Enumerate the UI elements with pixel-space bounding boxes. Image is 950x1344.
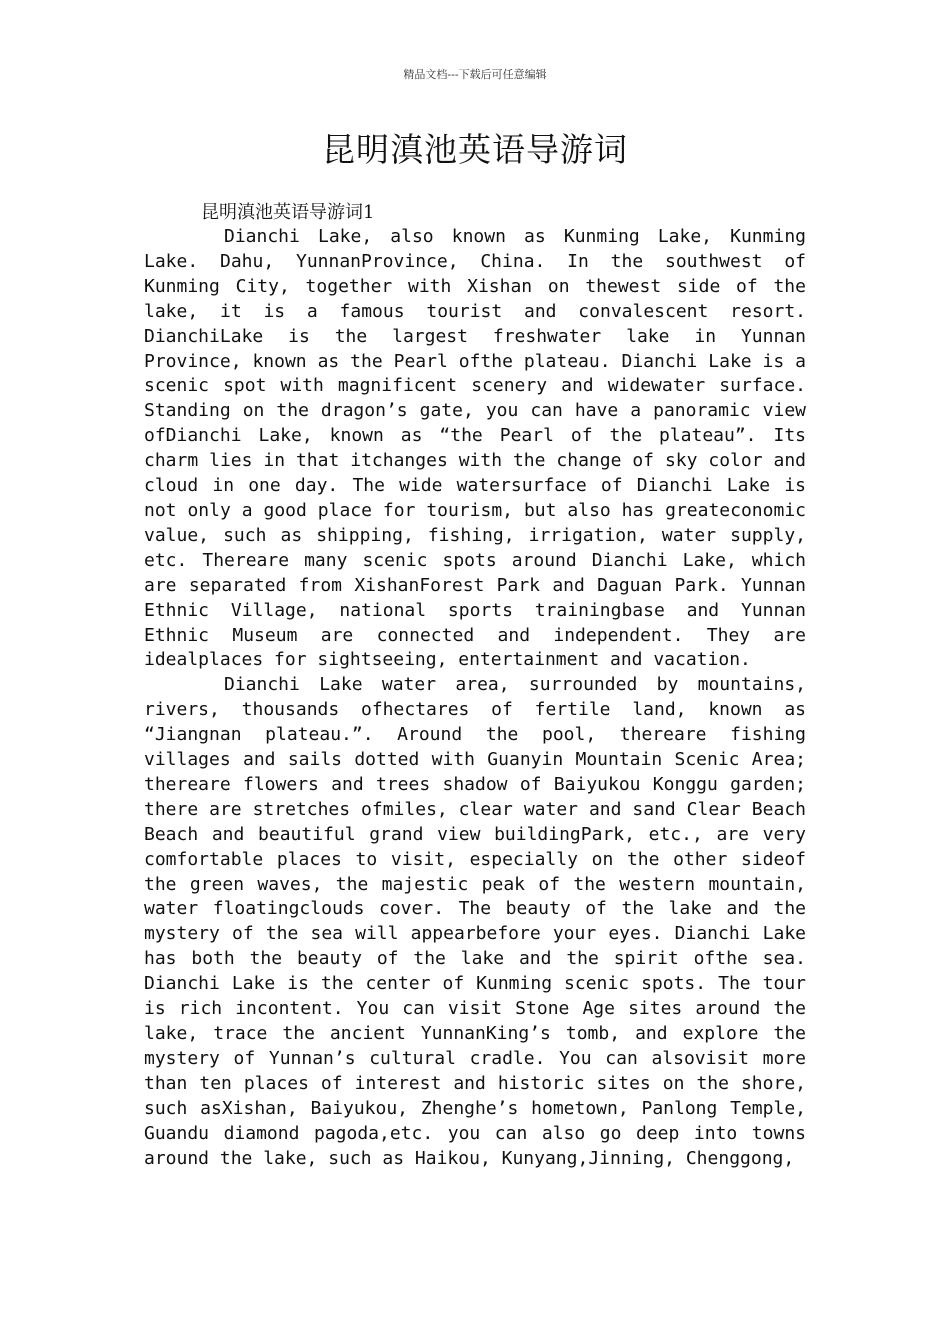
document-title: 昆明滇池英语导游词 [322, 130, 628, 169]
page-header: 精品文档---下载后可任意编辑 [403, 68, 547, 81]
document-body [144, 225, 806, 1171]
section-heading: 昆明滇池英语导游词1 [201, 202, 375, 223]
paragraph-1: Dianchi Lake, also known as Kunming Lake, Kunming Lake. Dahu, YunnanProvince, China. In the southwest of Kunming City, together with Xishan on thewest side of the lake, it is a famous tourist and convalescent resort. DianchiLake is the largest freshwater lake in Yunnan Province, known as the Pearl ofthe plateau. Dianchi Lake is a scenic spot with magnificent scenery and widewater surface. Standing on the dragon’s gate, you can have a panoramic view ofDianchi Lake, known as “the Pearl of the plateau”. Its charm lies in that itchanges with the change of sky color and cloud in one day. The wide watersurface of Dianchi Lake is not only a good place for tourism, but also has greateconomic value, such as shipping, fishing, irrigation, water supply, etc. Thereare many scenic spots around Dianchi Lake, which are separated from XishanForest Park and Daguan Park. Yunnan Ethnic Village, national sports trainingbase and Yunnan Ethnic Museum are connected and independent. They are idealplaces for sightseeing, entertainment and vacation. [144, 226, 806, 671]
paragraph-2: Dianchi Lake water area, surrounded by mountains, rivers, thousands ofhectares of fertile land, known as “Jiangnan plateau.”. Around the pool, thereare fishing villages and sails dotted with Guanyin Mountain Scenic Area; thereare flowers and trees shadow of Baiyukou Konggu garden; there are stretches ofmiles, clear water and sand Clear Beach Beach and beautiful grand view buildingPark, etc., are very comfortable places to visit, especially on the other sideof the green waves, the majestic peak of the western mountain, water floatingclouds cover. The beauty of the lake and the mystery of the sea will appearbefore your eyes. Dianchi Lake has both the beauty of the lake and the spirit ofthe sea. Dianchi Lake is the center of Kunming scenic spots. The tour is rich incontent. You can visit Stone Age sites around the lake, trace the ancient YunnanKing’s tomb, and explore the mystery of Yunnan’s cultural cradle. You can alsovisit more than ten places of interest and historic sites on the shore, such asXishan, Baiyukou, Zhenghe’s hometown, Panlong Temple, Guandu diamond pagoda,etc. you can also go deep into towns around the lake, such as Haikou, Kunyang,Jinning, Chenggong, [144, 674, 806, 1169]
